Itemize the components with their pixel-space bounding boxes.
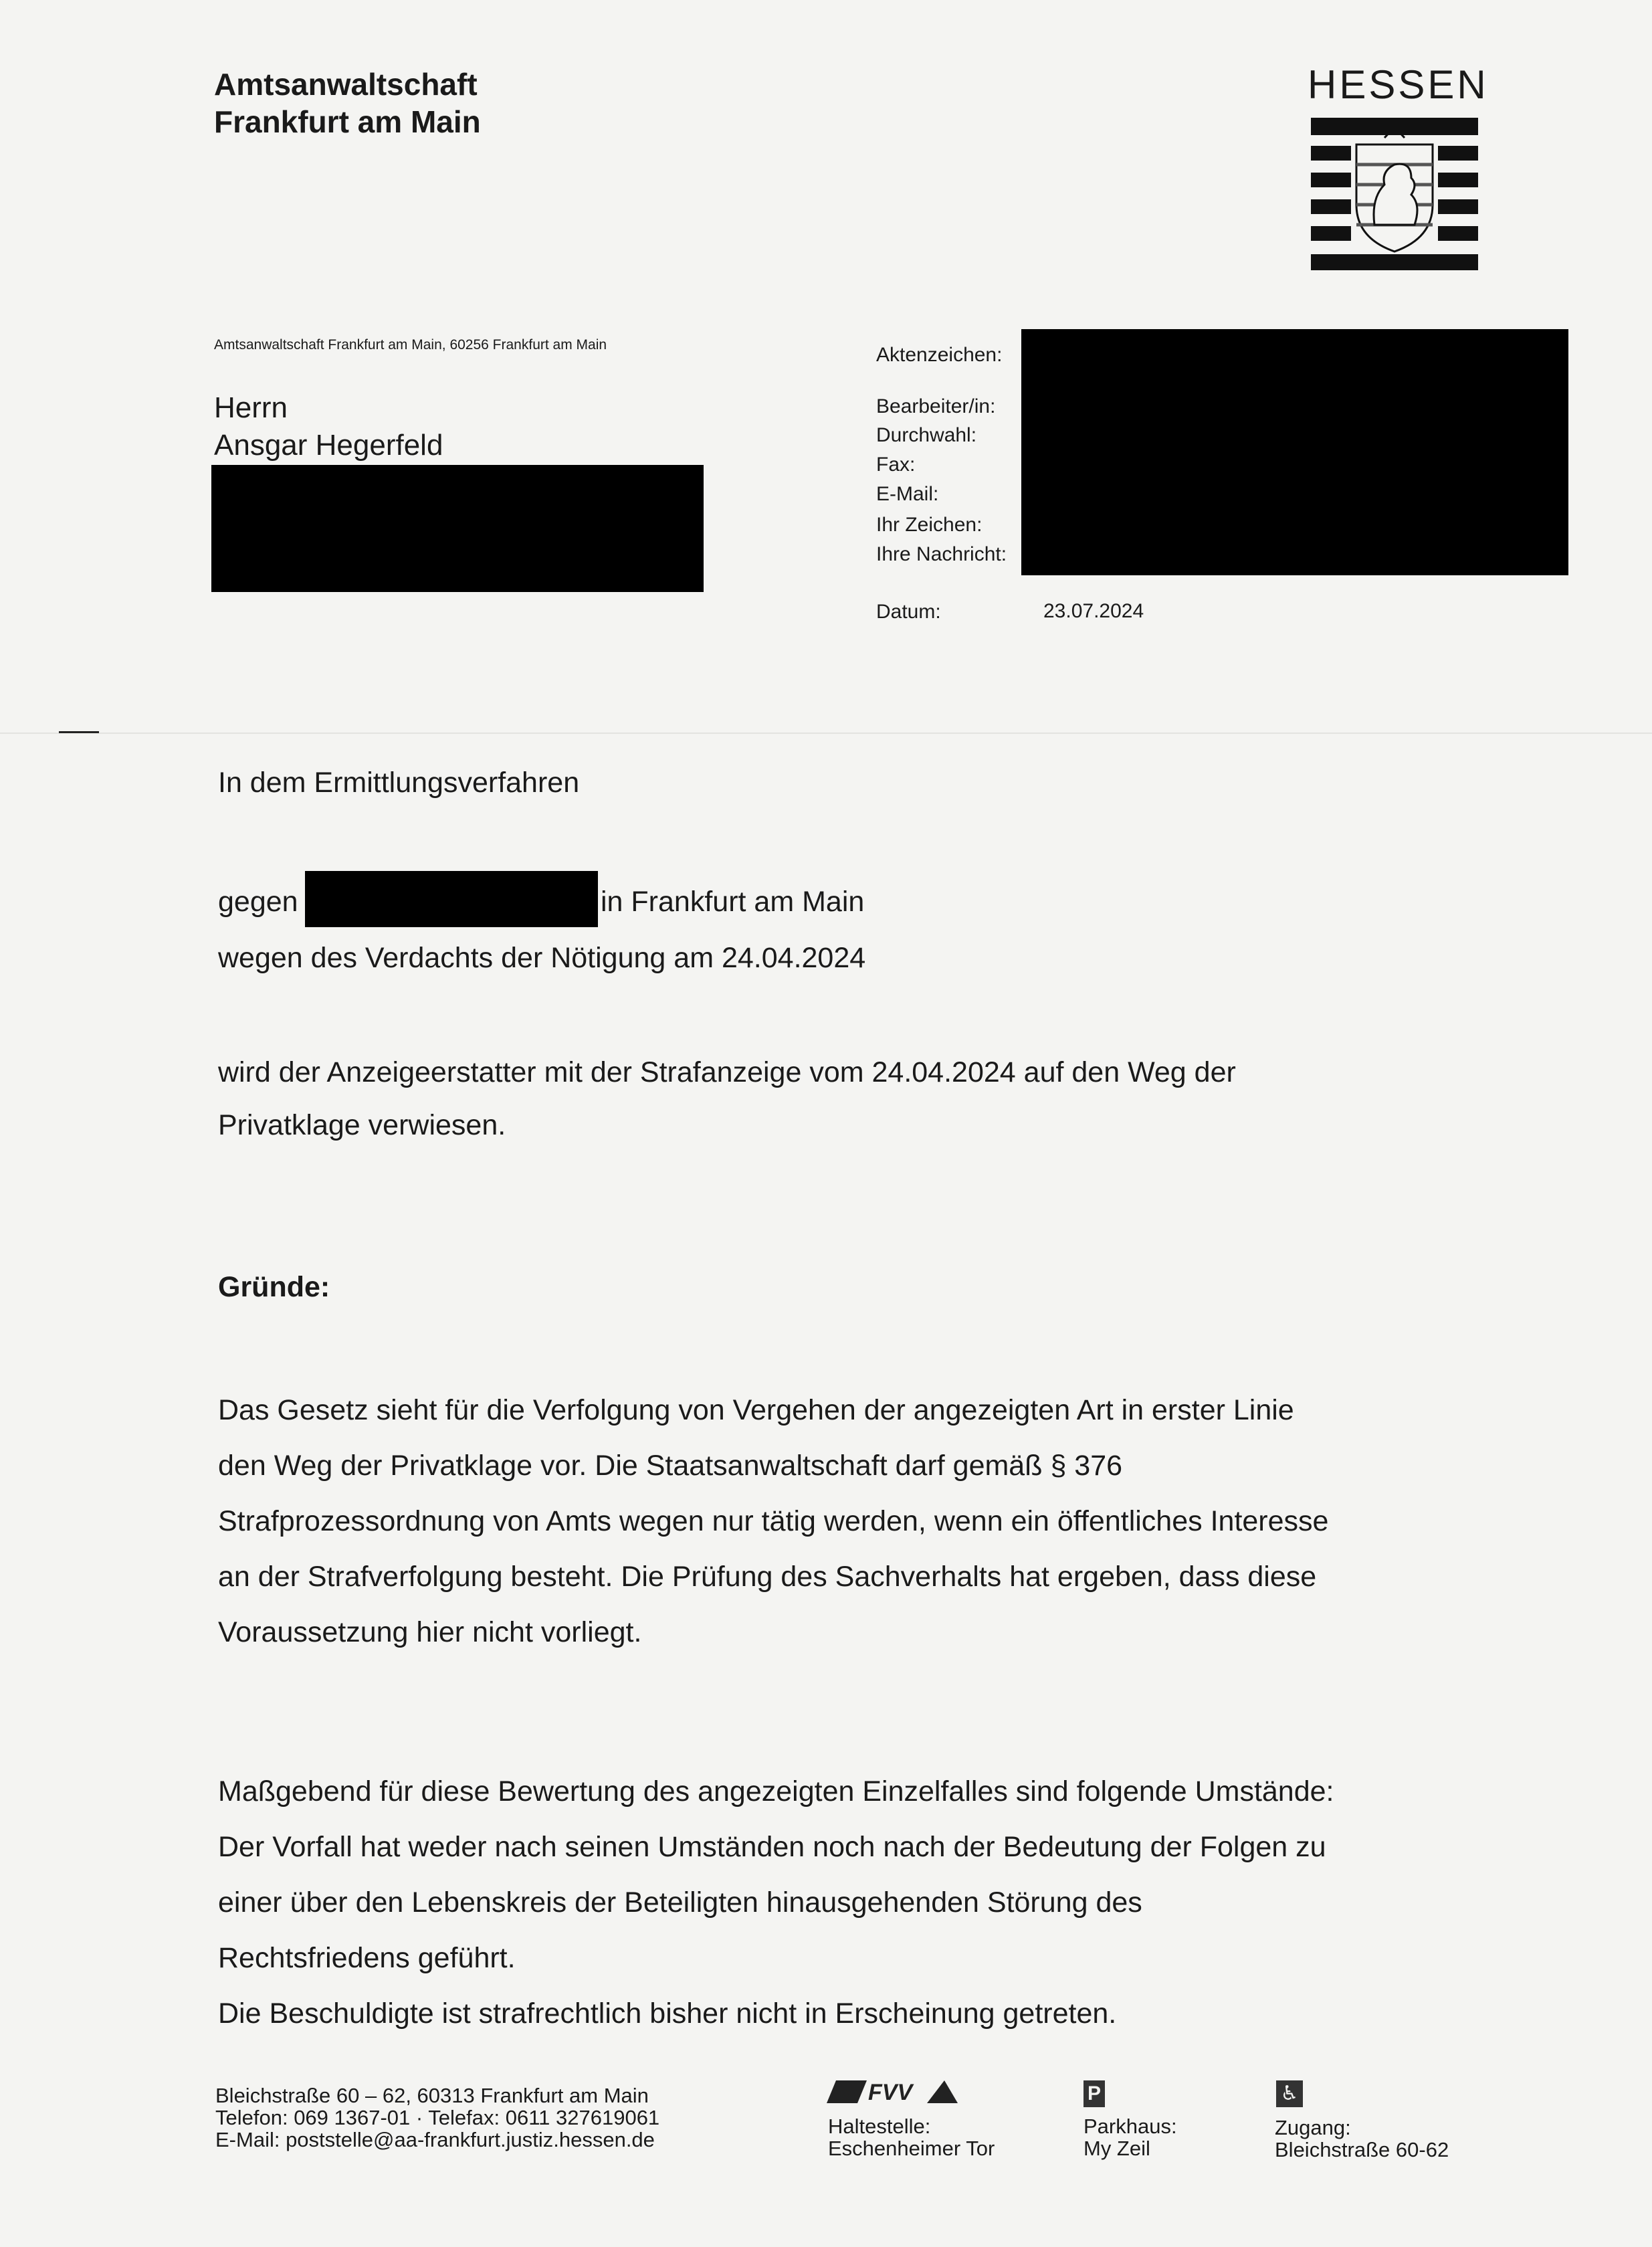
gegen-label: gegen (218, 886, 298, 918)
access-label: Zugang: (1275, 2116, 1351, 2139)
parking-value: My Zeil (1083, 2137, 1150, 2160)
label-datum: Datum: (876, 601, 941, 623)
reasons-paragraph-1 (218, 1383, 1328, 1660)
date-value: 23.07.2024 (1043, 600, 1144, 622)
label-bearbeiter: Bearbeiter/in: (876, 395, 996, 417)
footer-email: E-Mail: poststelle@aa-frankfurt.justiz.hessen.de (215, 2128, 655, 2151)
paragraph-line: den Weg der Privatklage vor. Die Staatsanwaltschaft darf gemäß § 376 (218, 1450, 1123, 1482)
paragraph-line: Das Gesetz sieht für die Verfolgung von Vergehen der angezeigten Art in erster Linie (218, 1394, 1294, 1426)
footer-address: Bleichstraße 60 – 62, 60313 Frankfurt am Main (215, 2084, 649, 2107)
parking-label: Parkhaus: (1083, 2115, 1177, 2138)
recipient-name: Ansgar Hegerfeld (214, 429, 443, 462)
transit-value: Eschenheimer Tor (828, 2137, 995, 2160)
hessen-lion-crest-icon (1311, 118, 1478, 288)
accused-location: in Frankfurt am Main (601, 886, 865, 918)
paragraph-line: Strafprozessordnung von Amts wegen nur tätig werden, wenn ein öffentliches Interesse (218, 1505, 1329, 1537)
redacted-recipient-address (211, 465, 704, 592)
decision-line1: wird der Anzeigeerstatter mit der Strafanzeige vom 24.04.2024 auf den Weg der (218, 1056, 1236, 1088)
decision-line2: Privatklage verwiesen. (218, 1109, 506, 1141)
paragraph-line: Voraussetzung hier nicht vorliegt. (218, 1616, 642, 1648)
label-aktenzeichen: Aktenzeichen: (876, 344, 1003, 366)
label-ihre-nachricht: Ihre Nachricht: (876, 543, 1007, 565)
footer-contact (215, 2084, 659, 2151)
reasons-paragraph-2 (218, 1764, 1334, 2042)
footer-access (1275, 2117, 1449, 2161)
office-name-line1: Amtsanwaltschaft (214, 67, 478, 102)
label-durchwahl: Durchwahl: (876, 424, 977, 446)
reasons-heading: Gründe: (218, 1271, 330, 1303)
footer-parking (1083, 2115, 1177, 2159)
paragraph-line: Rechtsfriedens geführt. (218, 1942, 516, 1974)
return-address: Amtsanwaltschaft Frankfurt am Main, 60256 Frankfurt am Main (214, 337, 607, 353)
office-name (214, 66, 481, 140)
access-value: Bleichstraße 60-62 (1275, 2138, 1449, 2161)
fold-mark (59, 731, 99, 733)
label-fax: Fax: (876, 454, 916, 476)
fvv-logo-icon (827, 2079, 960, 2105)
office-name-line2: Frankfurt am Main (214, 104, 481, 139)
paragraph-line: Die Beschuldigte ist strafrechtlich bisher nicht in Erscheinung getreten. (218, 1997, 1117, 2030)
label-email: E-Mail: (876, 483, 939, 505)
footer-phone: Telefon: 069 1367-01 · Telefax: 0611 327619061 (215, 2106, 660, 2129)
transit-label: Haltestelle: (828, 2115, 931, 2138)
paragraph-line: Maßgebend für diese Bewertung des angezeigten Einzelfalles sind folgende Umstände: (218, 1775, 1334, 1808)
paper-fold-line (0, 732, 1652, 734)
label-ihr-zeichen: Ihr Zeichen: (876, 514, 983, 536)
recipient-salutation: Herrn (214, 391, 288, 424)
redacted-accused-name (305, 871, 598, 927)
redacted-case-details (1021, 329, 1568, 575)
recipient-block (214, 389, 443, 464)
paragraph-line: einer über den Lebenskreis der Beteiligten hinausgehenden Störung des (218, 1886, 1142, 1919)
charge-line: wegen des Verdachts der Nötigung am 24.04.2024 (218, 942, 866, 974)
paragraph-line: an der Strafverfolgung besteht. Die Prüfung des Sachverhalts hat ergeben, dass diese (218, 1561, 1317, 1593)
footer-transit (828, 2115, 995, 2159)
paragraph-line: Der Vorfall hat weder nach seinen Umständen noch nach der Bedeutung der Folgen zu (218, 1831, 1326, 1863)
parking-icon: P (1083, 2080, 1105, 2107)
wheelchair-access-icon: ♿ (1276, 2080, 1303, 2107)
intro-line: In dem Ermittlungsverfahren (218, 767, 580, 799)
state-name: HESSEN (1308, 62, 1489, 107)
fvv-logo-text: FVV (868, 2080, 913, 2105)
